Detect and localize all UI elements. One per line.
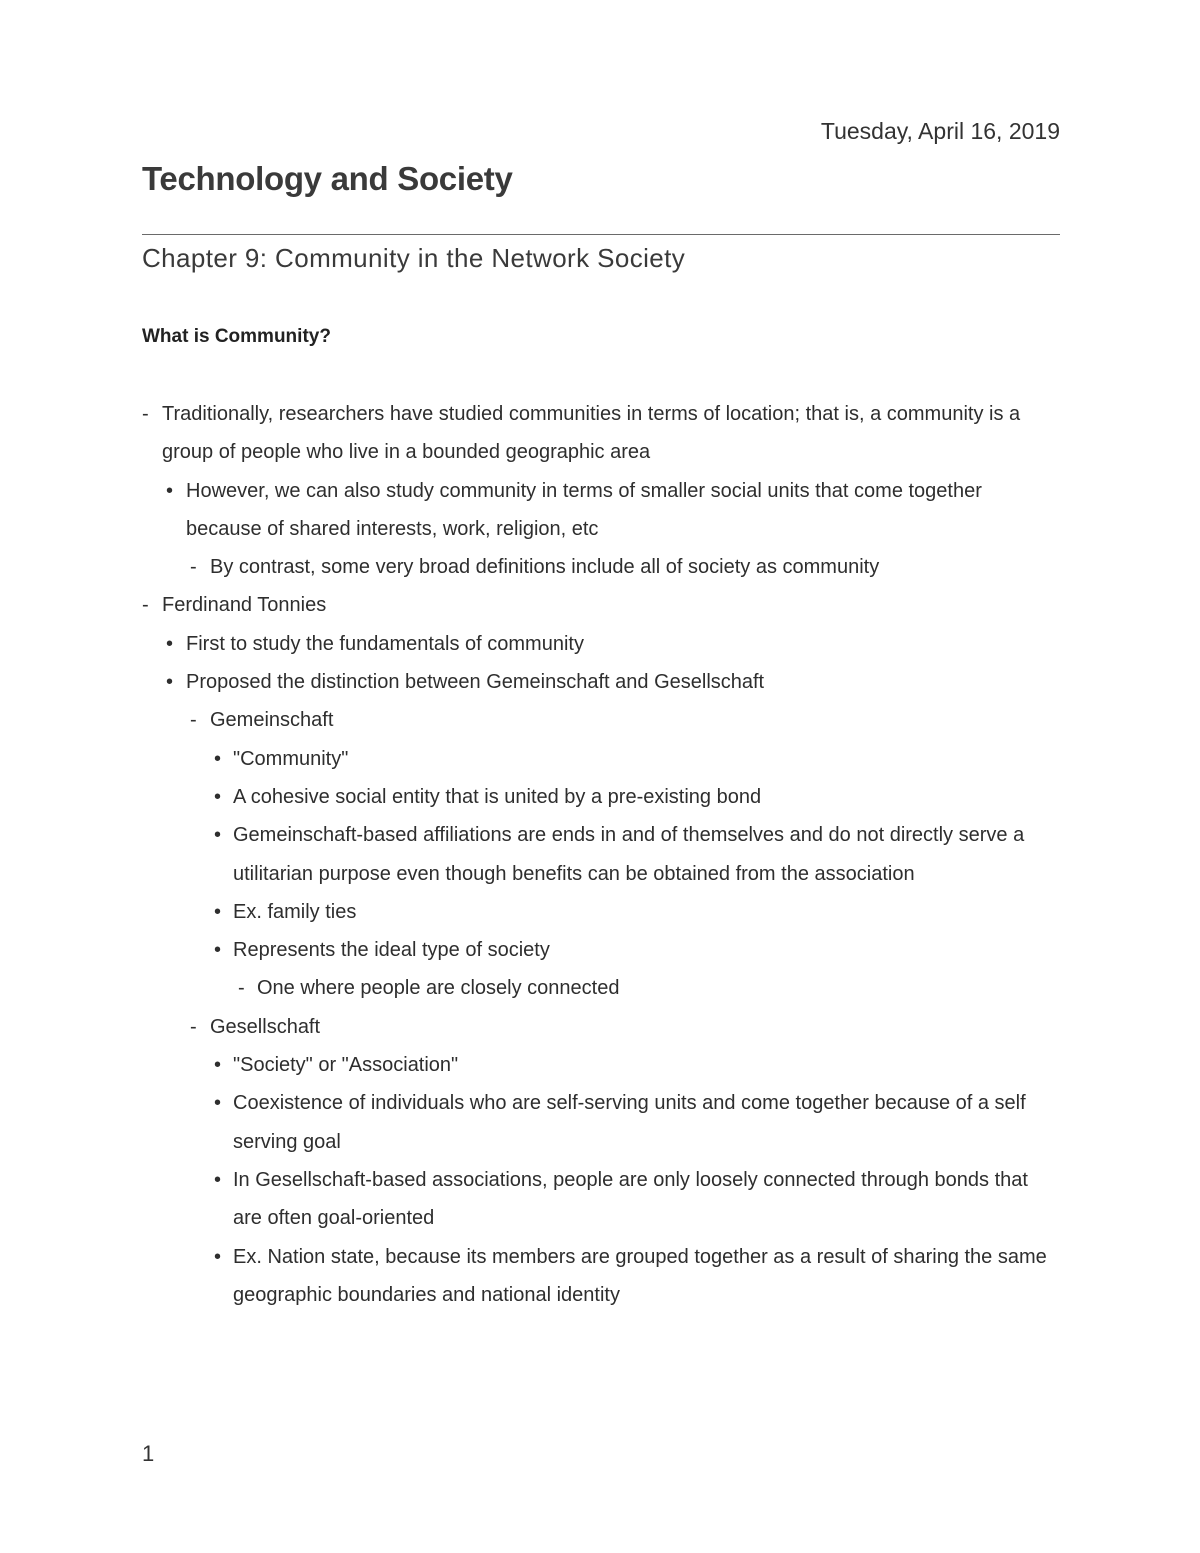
dot-bullet-icon: • [214, 1168, 222, 1191]
note-text: First to study the fundamentals of community [186, 632, 584, 655]
note-item [142, 740, 1062, 778]
page-number: 1 [142, 1441, 155, 1466]
note-item [142, 625, 1062, 663]
note-text: In Gesellschaft-based associations, people are only loosely connected through bonds that are often goal-oriented [233, 1168, 1028, 1230]
note-text: Represents the ideal type of society [233, 939, 550, 962]
note-text: Traditionally, researchers have studied communities in terms of location; that is, a community is a group of people who live in a bounded geographic area [162, 403, 1021, 464]
dash-bullet-icon: - [142, 403, 149, 425]
note-item [142, 395, 1062, 472]
dash-bullet-icon: - [142, 594, 149, 617]
dash-bullet-icon: - [238, 977, 245, 1000]
dot-bullet-icon: • [214, 939, 222, 962]
note-text: "Society" or "Association" [233, 1054, 459, 1077]
note-text: Gemeinschaft-based affiliations are ends in and of themselves and do not directly serve a utilitarian purpose even though benefits can be obtained from the association [233, 824, 1025, 885]
note-text: Coexistence of individuals who are self-serving units and come together because of a self serving goal [233, 1092, 1026, 1153]
note-item [142, 1084, 1062, 1161]
note-text: Ex. Nation state, because its members are grouped together as a result of sharing the same geographic boundaries and national identity [233, 1245, 1047, 1306]
dot-bullet-icon: • [214, 900, 222, 923]
note-item [142, 663, 1062, 701]
dash-bullet-icon: - [190, 556, 197, 579]
note-text: By contrast, some very broad definitions include all of society as community [210, 556, 880, 579]
section-heading: What is Community? [142, 326, 331, 347]
note-item [142, 472, 1062, 549]
dot-bullet-icon: • [166, 632, 174, 655]
note-text: A cohesive social entity that is united by a pre-existing bond [233, 785, 762, 808]
note-item [142, 969, 1062, 1007]
document-date: Tuesday, April 16, 2019 [820, 118, 1060, 144]
notes-outline [142, 395, 1062, 1314]
dot-bullet-icon: • [166, 479, 174, 502]
dash-bullet-icon: - [190, 1015, 197, 1038]
dot-bullet-icon: • [214, 824, 222, 847]
note-item [142, 816, 1062, 893]
note-text: Ferdinand Tonnies [162, 594, 327, 617]
note-text: Gemeinschaft [210, 709, 334, 732]
note-item [142, 778, 1062, 816]
dot-bullet-icon: • [214, 785, 222, 808]
note-item [142, 1238, 1062, 1315]
note-text: Ex. family ties [233, 900, 357, 923]
note-item [142, 586, 1062, 624]
dash-bullet-icon: - [190, 709, 197, 732]
note-item [142, 548, 1062, 586]
note-text: Gesellschaft [210, 1015, 321, 1038]
note-item [142, 1161, 1062, 1238]
note-item [142, 701, 1062, 739]
chapter-heading: Chapter 9: Community in the Network Society [142, 243, 686, 273]
title-divider [142, 234, 1060, 235]
note-text: "Community" [233, 747, 349, 770]
note-item [142, 893, 1062, 931]
document-title: Technology and Society [142, 160, 513, 197]
note-text: However, we can also study community in terms of smaller social units that come together because of shared interests, work, religion, etc [186, 479, 982, 540]
dot-bullet-icon: • [214, 1245, 222, 1268]
note-text: Proposed the distinction between Gemeinschaft and Gesellschaft [186, 671, 765, 694]
dot-bullet-icon: • [214, 1054, 222, 1077]
note-item [142, 1046, 1062, 1084]
dot-bullet-icon: • [166, 671, 174, 694]
note-item [142, 1008, 1062, 1046]
dot-bullet-icon: • [214, 1092, 222, 1115]
note-item [142, 931, 1062, 969]
note-text: One where people are closely connected [257, 977, 620, 1000]
dot-bullet-icon: • [214, 747, 222, 770]
